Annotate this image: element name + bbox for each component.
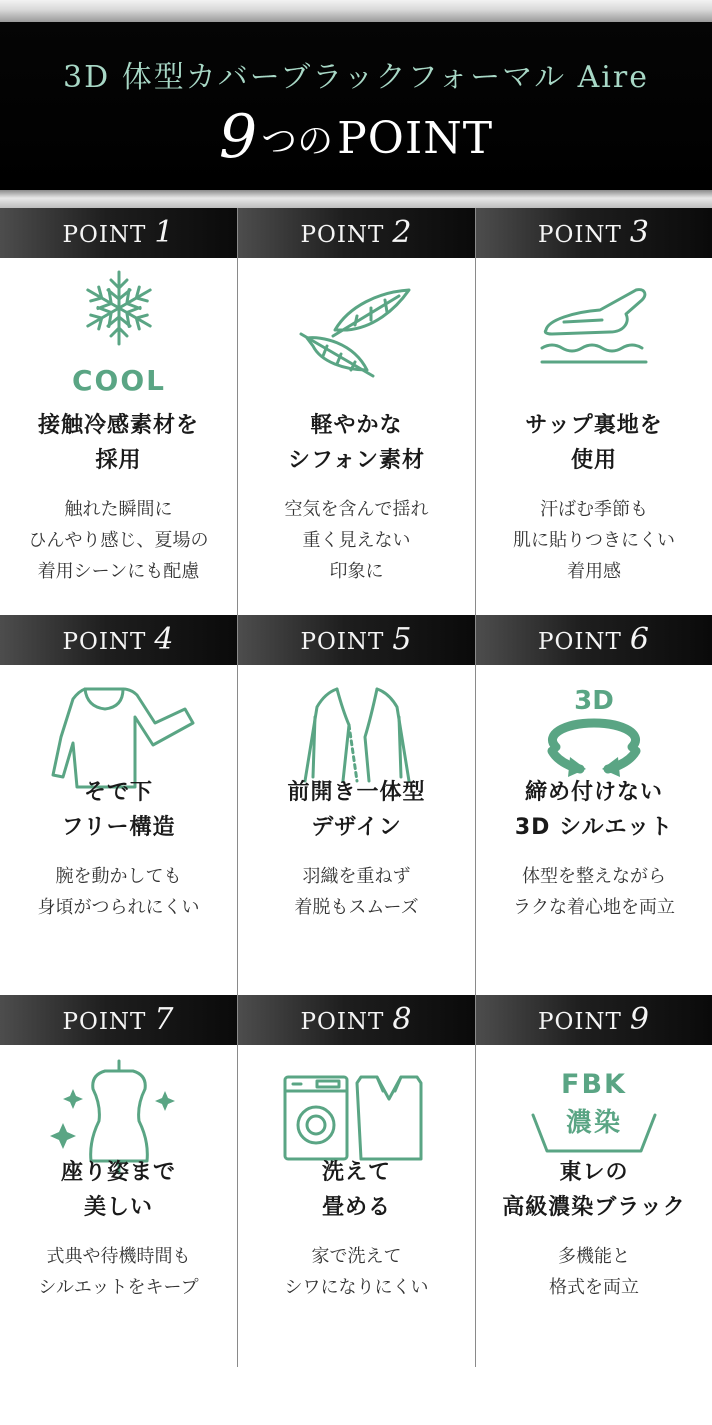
feathers-icon <box>238 270 475 410</box>
point-header <box>238 615 475 665</box>
point-title-line: 高級濃染ブラック <box>502 1195 686 1220</box>
point-title <box>0 408 237 478</box>
point-description-line: 羽織を重ねず <box>302 866 411 887</box>
point-label: POINT <box>300 222 385 248</box>
point-description-line: 印象に <box>329 561 384 582</box>
point-title-line: 洗えて <box>321 1160 391 1185</box>
point-header <box>476 615 712 665</box>
point-card-2 <box>238 208 475 615</box>
point-header <box>238 995 475 1045</box>
point-label: POINT <box>538 1009 622 1035</box>
point-card-5 <box>238 615 475 995</box>
snowflake-cool-icon <box>0 270 237 410</box>
point-header <box>238 208 475 258</box>
point-title-line: 座り姿まで <box>60 1160 176 1185</box>
point-title <box>476 1155 712 1225</box>
point-title-line: 使用 <box>570 448 617 473</box>
point-title-line: 採用 <box>95 448 142 473</box>
point-description <box>476 861 712 923</box>
point-number: 4 <box>154 622 175 657</box>
point-number: 7 <box>154 1002 175 1037</box>
silver-border-bottom <box>0 190 712 208</box>
point-title-line: デザイン <box>311 815 402 840</box>
point-card-3 <box>476 208 712 615</box>
point-header <box>0 208 237 258</box>
point-title-line: 締め付けない <box>524 780 663 805</box>
point-title-line: 美しい <box>83 1195 153 1220</box>
point-title <box>0 775 237 845</box>
point-label: POINT <box>62 629 147 655</box>
header-banner <box>0 0 712 208</box>
point-title-line: 軽やかな <box>310 413 403 438</box>
point-title <box>476 408 712 478</box>
point-title-line: 前開き一体型 <box>287 780 426 805</box>
point-description <box>238 1241 475 1303</box>
point-title <box>0 1155 237 1225</box>
point-label: POINT <box>62 1009 147 1035</box>
point-header <box>0 995 237 1045</box>
point-number: 3 <box>629 215 650 250</box>
column-divider <box>237 208 238 1367</box>
point-title-line: 畳める <box>321 1195 391 1220</box>
point-description <box>476 494 712 587</box>
point-description-line: シワになりにくい <box>284 1277 429 1298</box>
point-number: 6 <box>629 622 650 657</box>
point-card-9 <box>476 995 712 1367</box>
point-description-line: 触れた瞬間に <box>64 499 173 520</box>
banner-count: 9 <box>218 102 258 172</box>
point-description-line: 重く見えない <box>302 530 411 551</box>
point-description <box>0 861 237 923</box>
point-description-line: 体型を整えながら <box>522 866 666 887</box>
point-label: POINT <box>300 1009 385 1035</box>
banner-title: 3D 体型カバーブラックフォーマル Aire <box>63 60 649 95</box>
point-label: POINT <box>62 222 147 248</box>
point-description <box>0 1241 237 1303</box>
point-description-line: 腕を動かしても <box>55 866 182 887</box>
point-number: 9 <box>629 1002 650 1037</box>
point-description <box>238 861 475 923</box>
point-title-line: そで下 <box>83 780 153 805</box>
point-description-line: 式典や待機時間も <box>46 1246 191 1267</box>
point-description-line: 格式を両立 <box>549 1277 639 1298</box>
point-description-line: 肌に貼りつきにくい <box>513 530 675 551</box>
point-label: POINT <box>538 222 622 248</box>
point-number: 5 <box>392 622 413 657</box>
point-title <box>238 408 475 478</box>
point-description-line: ラクな着心地を両立 <box>513 897 675 918</box>
banner-subtitle <box>0 102 712 172</box>
point-number: 2 <box>392 215 413 250</box>
point-title-line: サップ裏地を <box>525 413 663 438</box>
point-description-line: 身頃がつられにくい <box>37 897 200 918</box>
point-title-line: 3D シルエット <box>514 815 674 840</box>
point-title <box>238 1155 475 1225</box>
point-header <box>476 995 712 1045</box>
point-description-line: 着用シーンにも配慮 <box>37 561 200 582</box>
point-number: 8 <box>392 1002 413 1037</box>
point-title-line: フリー構造 <box>61 815 176 840</box>
point-description-line: ひんやり感じ、夏場の <box>28 530 209 551</box>
dye-label: 濃染 <box>565 1108 623 1138</box>
point-description-line: 着脱もスムーズ <box>294 897 419 918</box>
point-title-line: シフォン素材 <box>288 448 425 473</box>
3d-label: 3D <box>574 686 614 716</box>
point-card-6 <box>476 615 712 995</box>
point-description-line: 多機能と <box>558 1246 630 1267</box>
banner-point: POINT <box>337 113 494 164</box>
point-number: 1 <box>154 215 175 250</box>
point-label: POINT <box>300 629 385 655</box>
point-description-line: 空気を含んで揺れ <box>284 499 429 520</box>
hand-over-waves-icon <box>476 270 712 410</box>
point-description <box>0 494 237 587</box>
column-divider <box>475 208 476 1367</box>
banner-no: つの <box>261 121 334 162</box>
point-card-4 <box>0 615 237 995</box>
cool-label: COOL <box>71 364 166 397</box>
fbk-label: FBK <box>561 1069 627 1100</box>
point-card-7 <box>0 995 237 1367</box>
point-card-1 <box>0 208 237 615</box>
point-description <box>476 1241 712 1303</box>
point-description-line: 着用感 <box>567 561 621 582</box>
point-description-line: 汗ばむ季節も <box>540 499 648 520</box>
point-title-line: 接触冷感素材を <box>37 413 199 438</box>
point-card-8 <box>238 995 475 1367</box>
point-title-line: 東レの <box>559 1160 629 1185</box>
point-title <box>476 775 712 845</box>
point-description <box>238 494 475 587</box>
point-title <box>238 775 475 845</box>
point-description-line: 家で洗えて <box>311 1246 402 1267</box>
point-header <box>476 208 712 258</box>
point-description-line: シルエットをキープ <box>38 1277 199 1298</box>
point-header <box>0 615 237 665</box>
silver-border-top <box>0 0 712 22</box>
point-label: POINT <box>538 629 622 655</box>
